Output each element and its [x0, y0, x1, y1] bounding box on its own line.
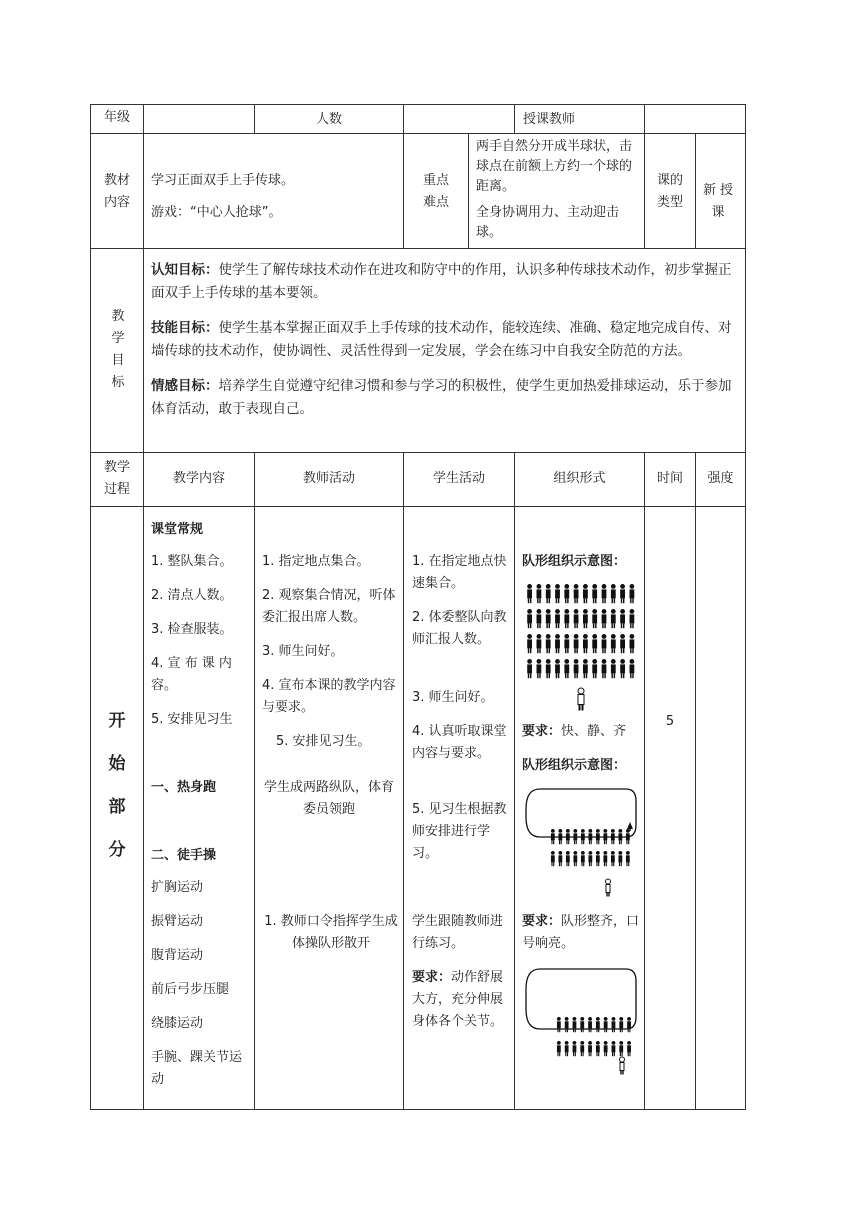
student-figure: [627, 1041, 631, 1056]
exercise-item: 腹背运动: [151, 948, 204, 963]
student-figure: [555, 609, 560, 628]
student-figure: [602, 584, 607, 603]
routine-item: 1. 整队集合。: [151, 554, 233, 569]
student-figure: [555, 659, 560, 678]
student-figure: [618, 829, 622, 844]
student-figure: [620, 584, 625, 603]
teacher-run: 学生成两路纵队，体育委员领跑: [263, 780, 394, 817]
student-requirement: 要求：动作舒展大方，充分伸展身体各个关节。: [412, 970, 504, 1029]
student-figure: [626, 829, 630, 844]
student-figure: [611, 634, 616, 653]
student-figure: [574, 659, 579, 678]
student-item: 2. 体委整队向教师汇报人数。: [412, 610, 507, 647]
exercise-title: 二、徒手操: [151, 848, 217, 863]
student-figure: [580, 1041, 584, 1056]
student-figure: [566, 829, 570, 844]
student-figure: [592, 584, 597, 603]
student-exercise: 学生跟随教师进行练习。: [412, 914, 504, 951]
student-figure: [573, 1041, 577, 1056]
exercise-item: 前后弓步压腿: [151, 982, 230, 997]
student-figure: [602, 609, 607, 628]
grade-label: 年级: [103, 110, 130, 125]
goals-body: [151, 259, 739, 421]
content-item-1: 学习正面双手上手传球。: [151, 173, 295, 188]
student-figure: [588, 1017, 592, 1032]
org-title-1: 队形组织示意图：: [522, 554, 627, 569]
col-intensity: 强度: [707, 471, 734, 486]
student-figure: [551, 851, 555, 866]
student-figure: [611, 659, 616, 678]
student-figure: [573, 851, 577, 866]
teacher-exercise: 1. 教师口令指挥学生成体操队形散开: [264, 914, 398, 951]
student-figure: [596, 851, 600, 866]
student-figure: [603, 829, 607, 844]
student-figure: [580, 1017, 584, 1032]
student-figure: [558, 851, 562, 866]
formation-diagram-1: [520, 580, 642, 714]
content-label: 教材内容: [103, 173, 130, 210]
student-figure: [583, 584, 588, 603]
student-figure: [546, 584, 551, 603]
content-item-2: 游戏：“中心人抢球”。: [151, 205, 282, 220]
student-figure: [612, 1041, 616, 1056]
student-figure: [557, 1017, 561, 1032]
student-figure: [583, 659, 588, 678]
teacher-figure: [578, 688, 584, 711]
running-formation-diagram: [522, 787, 644, 897]
student-figure: [630, 634, 635, 653]
student-figure: [596, 1017, 600, 1032]
student-figure: [551, 829, 555, 844]
teacher-item: 1. 指定地点集合。: [262, 554, 370, 569]
student-figure: [583, 609, 588, 628]
student-figure: [565, 1041, 569, 1056]
student-figure: [527, 584, 532, 603]
student-item: 1. 在指定地点快速集合。: [412, 554, 507, 591]
teacher-item: 2. 观察集合情况，听体委汇报出席人数。: [262, 588, 396, 625]
student-item: 5. 见习生根据教师安排进行学习。: [412, 802, 507, 861]
teacher-item: 5. 安排见习生。: [276, 734, 371, 749]
student-figure: [537, 584, 542, 603]
student-figure: [620, 659, 625, 678]
student-figure: [604, 1041, 608, 1056]
key-text-2: 全身协调用力、主动迎击球。: [476, 205, 620, 240]
student-figure: [573, 829, 577, 844]
student-figure: [583, 634, 588, 653]
student-figure: [604, 1017, 608, 1032]
warmup-title: 一、热身跑: [151, 780, 217, 795]
type-label: 课的类型: [656, 173, 683, 210]
student-figure: [611, 851, 615, 866]
student-figure: [612, 1017, 616, 1032]
student-figure: [565, 1017, 569, 1032]
student-figure: [592, 609, 597, 628]
student-figure: [566, 851, 570, 866]
exercise-item: 振臂运动: [151, 914, 204, 929]
student-figure: [564, 634, 569, 653]
type-value: 新授课: [703, 183, 738, 220]
student-figure: [611, 829, 615, 844]
process-label: 教学过程: [103, 460, 130, 497]
student-figure: [527, 609, 532, 628]
student-figure: [537, 659, 542, 678]
student-figure: [620, 634, 625, 653]
cognitive-goal: 认知目标：使学生了解传球技术动作在进攻和防守中的作用，认识多种传球技术动作，初步掌握正面双手上手传球的基本要领。: [151, 262, 732, 301]
student-figure: [627, 1017, 631, 1032]
routine-item: 4. 宣 布 课 内容。: [151, 656, 232, 693]
student-figure: [564, 584, 569, 603]
exercise-item: 手腕、踝关节运动: [151, 1050, 243, 1087]
student-figure: [596, 1041, 600, 1056]
section-label: 开 始 部 分: [108, 711, 126, 860]
student-figure: [588, 829, 592, 844]
teacher-item: 4. 宣布本课的教学内容与要求。: [262, 678, 396, 715]
student-figure: [619, 1041, 623, 1056]
routine-item: 2. 清点人数。: [151, 588, 233, 603]
col-org: 组织形式: [553, 471, 606, 486]
routine-title: 课堂常规: [151, 522, 204, 537]
teacher-label: 授课教师: [523, 112, 576, 127]
student-figure: [527, 634, 532, 653]
student-figure: [619, 1017, 623, 1032]
student-figure: [537, 609, 542, 628]
student-figure: [588, 851, 592, 866]
student-figure: [555, 584, 560, 603]
org-title-2: 队形组织示意图：: [522, 758, 627, 773]
student-figure: [581, 829, 585, 844]
student-figure: [620, 609, 625, 628]
col-content: 教学内容: [172, 471, 225, 486]
routine-item: 3. 检查服装。: [151, 622, 233, 637]
routine-item: 5. 安排见习生: [151, 712, 233, 727]
emotion-goal: 情感目标：培养学生自觉遵守纪律习惯和参与学习的积极性，使学生更加热爱排球运动，乐于参加体育活动，敢于表现自己。: [151, 378, 732, 417]
student-figure: [574, 634, 579, 653]
student-figure: [592, 634, 597, 653]
student-figure: [564, 659, 569, 678]
teacher-item: 3. 师生问好。: [262, 644, 344, 659]
student-figure: [527, 659, 532, 678]
student-figure: [546, 659, 551, 678]
key-label: 重点难点: [422, 173, 449, 210]
col-time: 时间: [656, 471, 683, 486]
student-figure: [574, 609, 579, 628]
student-figure: [611, 584, 616, 603]
student-figure: [630, 584, 635, 603]
student-figure: [602, 659, 607, 678]
student-figure: [557, 1041, 561, 1056]
student-figure: [588, 1041, 592, 1056]
student-figure: [630, 609, 635, 628]
org-requirement-2: 要求：队形整齐，口号响亮。: [522, 914, 640, 951]
col-teacher: 教师活动: [302, 471, 355, 486]
student-figure: [602, 634, 607, 653]
student-figure: [592, 659, 597, 678]
student-figure: [546, 634, 551, 653]
count-label: 人数: [315, 112, 342, 127]
student-figure: [574, 584, 579, 603]
student-item: 3. 师生问好。: [412, 690, 494, 705]
student-figure: [581, 851, 585, 866]
student-figure: [546, 609, 551, 628]
goals-label: 教学目标: [111, 309, 125, 390]
student-figure: [537, 634, 542, 653]
student-figure: [603, 851, 607, 866]
student-item: 4. 认真听取课堂内容与要求。: [412, 724, 507, 761]
exercise-formation-diagram: [522, 967, 644, 1085]
student-figure: [611, 609, 616, 628]
student-figure: [564, 609, 569, 628]
student-figure: [573, 1017, 577, 1032]
exercise-item: 扩胸运动: [151, 880, 204, 895]
skill-goal: 技能目标：使学生基本掌握正面双手上手传球的技术动作，能较连续、准确、稳定地完成自传、对墙传球的技术动作，使协调性、灵活性得到一定发展，学会在练习中自我安全防范的方法。: [151, 320, 732, 359]
key-text-1: 两手自然分开成半球状，击球点在前额上方约一个球的距离。: [476, 139, 633, 194]
org-requirement-1: 要求：快、静、齐: [522, 724, 627, 739]
student-figure: [630, 659, 635, 678]
exercise-item: 绕膝运动: [151, 1016, 204, 1031]
col-student: 学生活动: [432, 471, 485, 486]
student-figure: [596, 829, 600, 844]
student-figure: [558, 829, 562, 844]
student-figure: [618, 851, 622, 866]
student-figure: [626, 851, 630, 866]
time-value: 5: [665, 714, 675, 729]
student-figure: [555, 634, 560, 653]
